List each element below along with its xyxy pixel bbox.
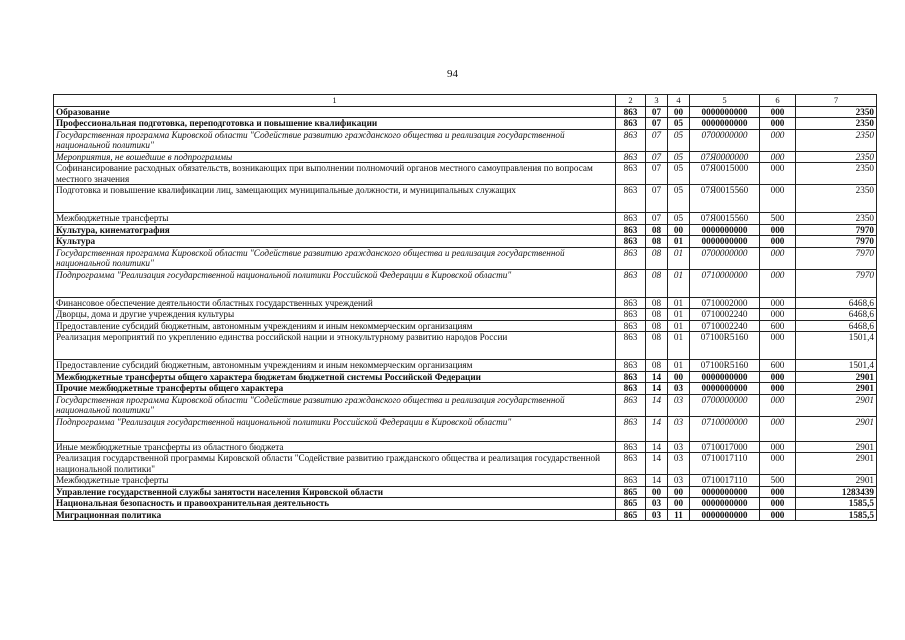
expense-type-code: 000 — [760, 371, 796, 383]
target-article-code: 0700000000 — [690, 129, 760, 151]
table-row — [54, 163, 877, 185]
row-name: Национальная безопасность и правоохранительная деятельность — [54, 498, 616, 510]
row-name: Управление государственной службы занятости населения Кировской области — [54, 486, 616, 498]
target-article-code: 0700000000 — [690, 394, 760, 416]
expense-type-code: 000 — [760, 441, 796, 453]
row-name: Предоставление субсидий бюджетным, автономным учреждениям и иным некоммерческим организациям — [54, 360, 616, 372]
ministry-code: 863 — [616, 151, 646, 163]
row-name: Дворцы, дома и другие учреждения культуры — [54, 309, 616, 321]
expense-type-code: 000 — [760, 309, 796, 321]
table-row — [54, 269, 877, 297]
table-row — [54, 371, 877, 383]
expense-type-code: 000 — [760, 236, 796, 248]
subsection-code: 01 — [668, 320, 690, 332]
table-row — [54, 106, 877, 118]
table-row — [54, 416, 877, 441]
row-name: Подготовка и повышение квалификации лиц, замещающих муниципальные должности, и муниципальных служащих — [54, 185, 616, 213]
table-row — [54, 309, 877, 321]
subsection-code: 05 — [668, 151, 690, 163]
section-code: 08 — [646, 332, 668, 360]
target-article-code: 0000000000 — [690, 486, 760, 498]
amount: 2350 — [796, 163, 877, 185]
target-article-code: 0000000000 — [690, 498, 760, 510]
amount: 6468,6 — [796, 309, 877, 321]
row-name: Финансовое обеспечение деятельности областных государственных учреждений — [54, 297, 616, 309]
subsection-code: 00 — [668, 486, 690, 498]
target-article-code: 07Я0015560 — [690, 185, 760, 213]
section-code: 14 — [646, 371, 668, 383]
section-code: 00 — [646, 486, 668, 498]
row-name: Подпрограмма "Реализация государственной национальной политики Российской Федерации в Кировской области" — [54, 269, 616, 297]
section-code: 14 — [646, 383, 668, 395]
target-article-code: 0710017110 — [690, 475, 760, 487]
table-row — [54, 441, 877, 453]
expense-type-code: 000 — [760, 486, 796, 498]
subsection-code: 01 — [668, 247, 690, 269]
subsection-code: 05 — [668, 163, 690, 185]
ministry-code: 863 — [616, 297, 646, 309]
expense-type-code: 000 — [760, 129, 796, 151]
amount: 2350 — [796, 129, 877, 151]
expense-type-code: 000 — [760, 394, 796, 416]
amount: 1501,4 — [796, 360, 877, 372]
table-body — [54, 106, 877, 521]
ministry-code: 863 — [616, 236, 646, 248]
column-header: 7 — [796, 95, 877, 107]
ministry-code: 863 — [616, 441, 646, 453]
expense-type-code: 000 — [760, 151, 796, 163]
section-code: 08 — [646, 297, 668, 309]
section-code: 14 — [646, 394, 668, 416]
amount: 7970 — [796, 269, 877, 297]
row-name: Миграционная политика — [54, 509, 616, 521]
target-article-code: 0000000000 — [690, 118, 760, 130]
expense-type-code: 000 — [760, 269, 796, 297]
ministry-code: 863 — [616, 332, 646, 360]
page-number: 94 — [447, 68, 458, 80]
table-row — [54, 118, 877, 130]
table-row — [54, 320, 877, 332]
target-article-code: 0710017000 — [690, 441, 760, 453]
amount: 2350 — [796, 185, 877, 213]
column-header: 4 — [668, 95, 690, 107]
subsection-code: 05 — [668, 129, 690, 151]
section-code: 14 — [646, 441, 668, 453]
expense-type-code: 000 — [760, 118, 796, 130]
row-name: Иные межбюджетные трансферты из областного бюджета — [54, 441, 616, 453]
table-row — [54, 247, 877, 269]
target-article-code: 07100R5160 — [690, 360, 760, 372]
row-name: Подпрограмма "Реализация государственной национальной политики Российской Федерации в Кировской области" — [54, 416, 616, 441]
section-code: 14 — [646, 416, 668, 441]
target-article-code: 07Я0015000 — [690, 163, 760, 185]
ministry-code: 863 — [616, 360, 646, 372]
subsection-code: 03 — [668, 475, 690, 487]
row-name: Межбюджетные трансферты общего характера бюджетам бюджетной системы Российской Федерации — [54, 371, 616, 383]
section-code: 07 — [646, 151, 668, 163]
subsection-code: 03 — [668, 453, 690, 475]
row-name: Образование — [54, 106, 616, 118]
expense-type-code: 000 — [760, 185, 796, 213]
table-row — [54, 151, 877, 163]
section-code: 08 — [646, 360, 668, 372]
row-name: Государственная программа Кировской области "Содействие развитию гражданского общества и реализация государственной национальной политики" — [54, 394, 616, 416]
subsection-code: 05 — [668, 118, 690, 130]
column-header: 2 — [616, 95, 646, 107]
ministry-code: 865 — [616, 498, 646, 510]
row-name: Профессиональная подготовка, переподготовка и повышение квалификации — [54, 118, 616, 130]
amount: 6468,6 — [796, 320, 877, 332]
target-article-code: 0000000000 — [690, 383, 760, 395]
ministry-code: 863 — [616, 394, 646, 416]
ministry-code: 863 — [616, 106, 646, 118]
amount: 2350 — [796, 151, 877, 163]
table-row — [54, 383, 877, 395]
header-row — [54, 95, 877, 107]
table-row — [54, 475, 877, 487]
expense-type-code: 000 — [760, 509, 796, 521]
budget-table — [53, 94, 877, 521]
expense-type-code: 000 — [760, 498, 796, 510]
section-code: 08 — [646, 247, 668, 269]
ministry-code: 863 — [616, 453, 646, 475]
expense-type-code: 600 — [760, 320, 796, 332]
ministry-code: 863 — [616, 269, 646, 297]
amount: 2350 — [796, 213, 877, 225]
expense-type-code: 000 — [760, 453, 796, 475]
target-article-code: 0710002240 — [690, 309, 760, 321]
subsection-code: 01 — [668, 360, 690, 372]
target-article-code: 0710002000 — [690, 297, 760, 309]
amount: 2901 — [796, 416, 877, 441]
row-name: Государственная программа Кировской области "Содействие развитию гражданского общества и реализация государственной национальной политики" — [54, 247, 616, 269]
target-article-code: 0000000000 — [690, 106, 760, 118]
row-name: Софинансирование расходных обязательств, возникающих при выполнении полномочий органов местного самоуправления по вопросам местного значения — [54, 163, 616, 185]
ministry-code: 863 — [616, 247, 646, 269]
expense-type-code: 000 — [760, 416, 796, 441]
row-name: Реализация государственной программы Кировской области "Содействие развитию гражданского общества и реализация государственной национальной политики" — [54, 453, 616, 475]
amount: 2350 — [796, 118, 877, 130]
target-article-code: 07Я0015560 — [690, 213, 760, 225]
ministry-code: 863 — [616, 416, 646, 441]
table-row — [54, 224, 877, 236]
section-code: 08 — [646, 320, 668, 332]
subsection-code: 03 — [668, 416, 690, 441]
table-row — [54, 394, 877, 416]
expense-type-code: 000 — [760, 106, 796, 118]
table-row — [54, 129, 877, 151]
subsection-code: 01 — [668, 269, 690, 297]
target-article-code: 0000000000 — [690, 236, 760, 248]
subsection-code: 11 — [668, 509, 690, 521]
column-header: 5 — [690, 95, 760, 107]
expense-type-code: 000 — [760, 332, 796, 360]
section-code: 07 — [646, 118, 668, 130]
subsection-code: 00 — [668, 106, 690, 118]
column-header: 6 — [760, 95, 796, 107]
section-code: 08 — [646, 224, 668, 236]
amount: 6468,6 — [796, 297, 877, 309]
row-name: Государственная программа Кировской области "Содействие развитию гражданского общества и реализация государственной национальной политики" — [54, 129, 616, 151]
subsection-code: 00 — [668, 498, 690, 510]
ministry-code: 863 — [616, 163, 646, 185]
ministry-code: 863 — [616, 475, 646, 487]
ministry-code: 865 — [616, 486, 646, 498]
table-row — [54, 236, 877, 248]
section-code: 03 — [646, 509, 668, 521]
expense-type-code: 000 — [760, 383, 796, 395]
section-code: 08 — [646, 269, 668, 297]
row-name: Культура, кинематография — [54, 224, 616, 236]
amount: 2901 — [796, 441, 877, 453]
section-code: 07 — [646, 129, 668, 151]
section-code: 07 — [646, 106, 668, 118]
section-code: 08 — [646, 236, 668, 248]
table-row — [54, 486, 877, 498]
table-row — [54, 213, 877, 225]
table-row — [54, 498, 877, 510]
subsection-code: 05 — [668, 213, 690, 225]
target-article-code: 0710002240 — [690, 320, 760, 332]
amount: 1501,4 — [796, 332, 877, 360]
amount: 7970 — [796, 236, 877, 248]
amount: 1283439 — [796, 486, 877, 498]
target-article-code: 0700000000 — [690, 247, 760, 269]
amount: 7970 — [796, 224, 877, 236]
ministry-code: 863 — [616, 320, 646, 332]
subsection-code: 00 — [668, 224, 690, 236]
table-row — [54, 453, 877, 475]
section-code: 07 — [646, 163, 668, 185]
amount: 2901 — [796, 475, 877, 487]
section-code: 07 — [646, 185, 668, 213]
target-article-code: 07Я0000000 — [690, 151, 760, 163]
amount: 2901 — [796, 383, 877, 395]
target-article-code: 0710017110 — [690, 453, 760, 475]
row-name: Межбюджетные трансферты — [54, 475, 616, 487]
row-name: Предоставление субсидий бюджетным, автономным учреждениям и иным некоммерческим организациям — [54, 320, 616, 332]
expense-type-code: 600 — [760, 360, 796, 372]
row-name: Межбюджетные трансферты — [54, 213, 616, 225]
table-row — [54, 297, 877, 309]
ministry-code: 865 — [616, 509, 646, 521]
ministry-code: 863 — [616, 371, 646, 383]
amount: 7970 — [796, 247, 877, 269]
table-row — [54, 509, 877, 521]
amount: 1585,5 — [796, 509, 877, 521]
subsection-code: 01 — [668, 332, 690, 360]
target-article-code: 0710000000 — [690, 269, 760, 297]
amount: 2901 — [796, 453, 877, 475]
amount: 2901 — [796, 371, 877, 383]
ministry-code: 863 — [616, 129, 646, 151]
ministry-code: 863 — [616, 213, 646, 225]
subsection-code: 05 — [668, 185, 690, 213]
row-name: Культура — [54, 236, 616, 248]
subsection-code: 01 — [668, 297, 690, 309]
section-code: 08 — [646, 309, 668, 321]
ministry-code: 863 — [616, 118, 646, 130]
target-article-code: 0000000000 — [690, 224, 760, 236]
column-header: 3 — [646, 95, 668, 107]
section-code: 14 — [646, 475, 668, 487]
target-article-code: 0710000000 — [690, 416, 760, 441]
ministry-code: 863 — [616, 383, 646, 395]
amount: 1585,5 — [796, 498, 877, 510]
subsection-code: 03 — [668, 441, 690, 453]
subsection-code: 01 — [668, 309, 690, 321]
amount: 2350 — [796, 106, 877, 118]
table-row — [54, 332, 877, 360]
table-row — [54, 360, 877, 372]
amount: 2901 — [796, 394, 877, 416]
subsection-code: 03 — [668, 394, 690, 416]
expense-type-code: 500 — [760, 213, 796, 225]
expense-type-code: 000 — [760, 163, 796, 185]
row-name: Реализация мероприятий по укреплению единства российской нации и этнокультурному развитию народов России — [54, 332, 616, 360]
expense-type-code: 000 — [760, 247, 796, 269]
target-article-code: 0000000000 — [690, 509, 760, 521]
expense-type-code: 000 — [760, 224, 796, 236]
row-name: Прочие межбюджетные трансферты общего характера — [54, 383, 616, 395]
subsection-code: 00 — [668, 371, 690, 383]
target-article-code: 07100R5160 — [690, 332, 760, 360]
ministry-code: 863 — [616, 309, 646, 321]
expense-type-code: 500 — [760, 475, 796, 487]
target-article-code: 0000000000 — [690, 371, 760, 383]
row-name: Мероприятия, не вошедшие в подпрограммы — [54, 151, 616, 163]
table-row — [54, 185, 877, 213]
ministry-code: 863 — [616, 185, 646, 213]
column-header: 1 — [54, 95, 616, 107]
subsection-code: 01 — [668, 236, 690, 248]
section-code: 07 — [646, 213, 668, 225]
section-code: 03 — [646, 498, 668, 510]
section-code: 14 — [646, 453, 668, 475]
subsection-code: 03 — [668, 383, 690, 395]
expense-type-code: 000 — [760, 297, 796, 309]
ministry-code: 863 — [616, 224, 646, 236]
